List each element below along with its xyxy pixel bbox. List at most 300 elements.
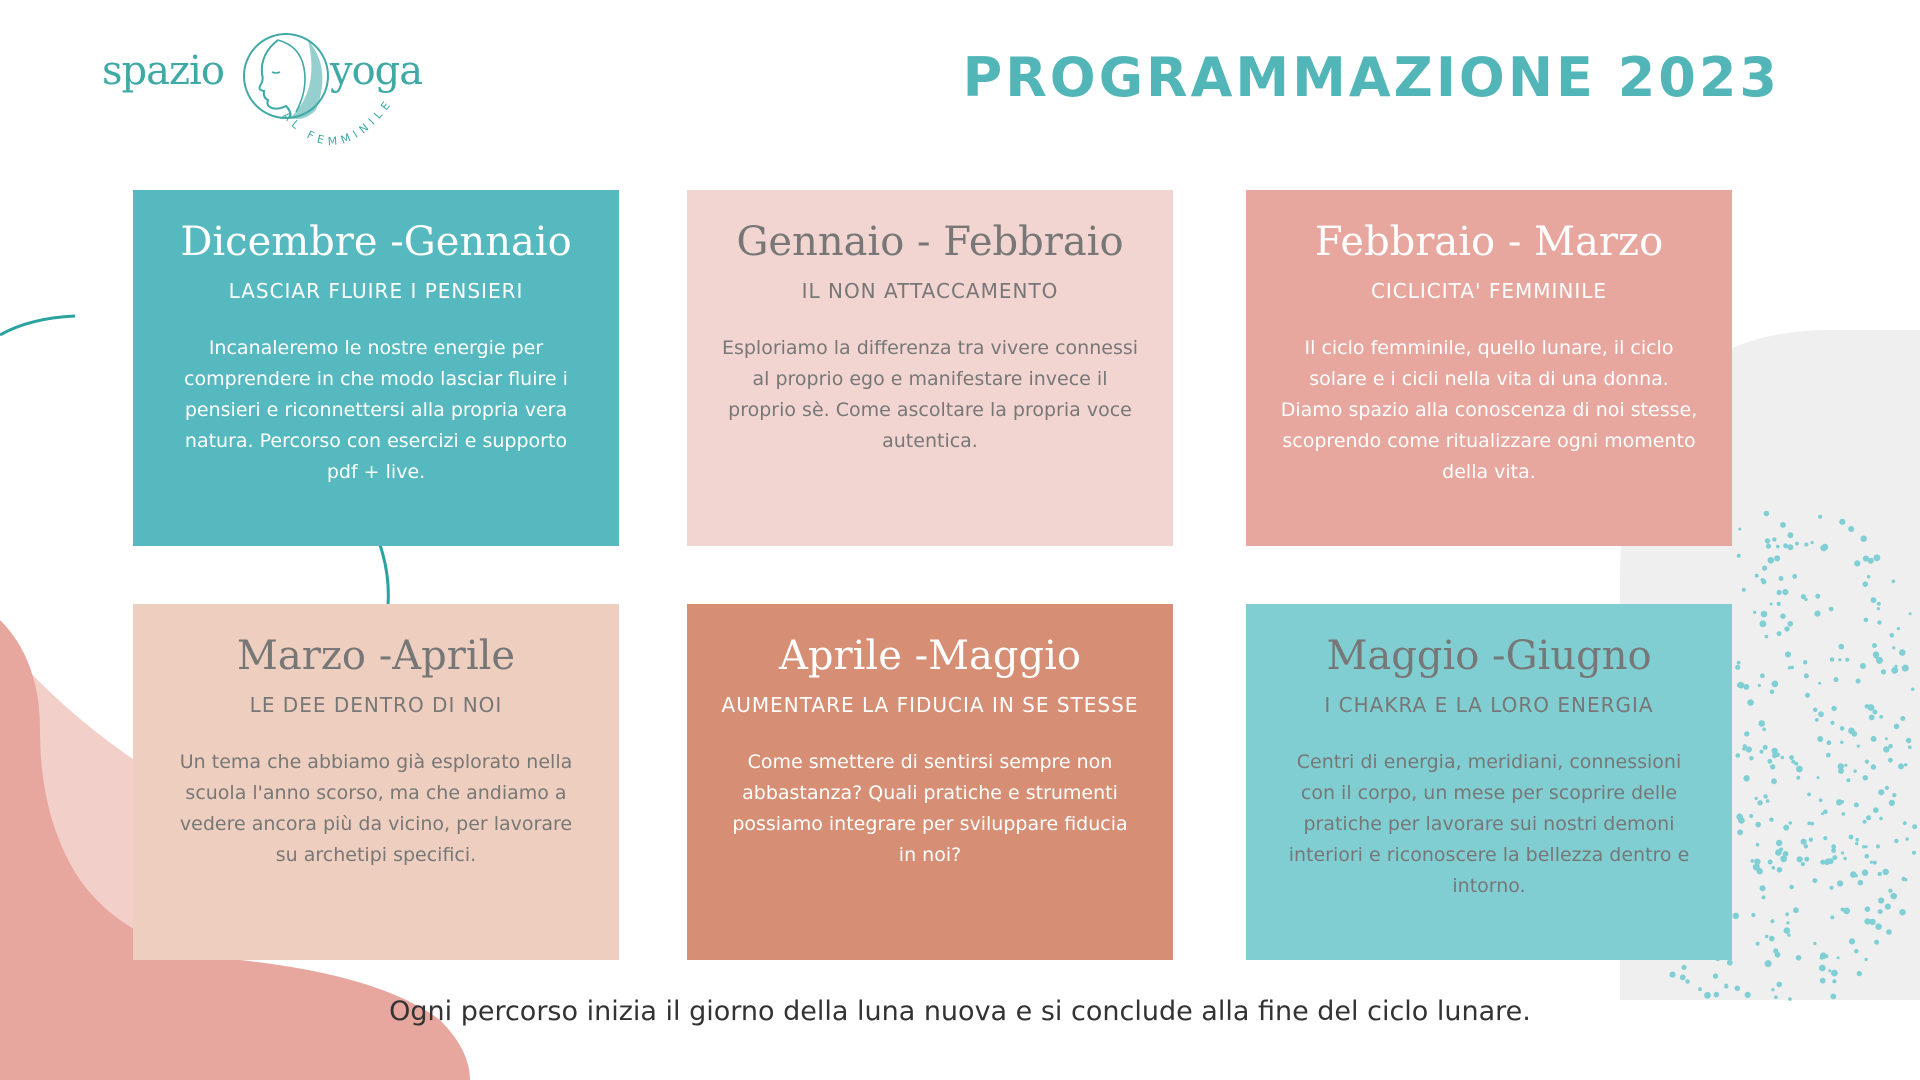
- dot: [1870, 861, 1873, 864]
- dot: [1869, 715, 1875, 721]
- dot: [1775, 753, 1780, 758]
- dot: [1899, 909, 1905, 915]
- dot: [1874, 554, 1881, 561]
- dot: [1766, 544, 1771, 549]
- dot: [1742, 747, 1746, 751]
- card-topic: AUMENTARE LA FIDUCIA IN SE STESSE: [721, 693, 1139, 717]
- dot: [1789, 755, 1794, 760]
- program-card-4: [133, 604, 619, 960]
- dot: [1878, 789, 1884, 795]
- dot: [1845, 658, 1849, 662]
- dot: [1751, 913, 1755, 917]
- dot: [1772, 681, 1779, 688]
- dot: [1906, 837, 1909, 840]
- brand-logo: [100, 28, 430, 158]
- dot: [1889, 800, 1895, 806]
- dot: [1888, 889, 1892, 893]
- dot: [1763, 794, 1767, 798]
- card-topic: LASCIAR FLUIRE I PENSIERI: [228, 279, 524, 303]
- dot: [1744, 731, 1749, 736]
- dot: [1899, 649, 1906, 656]
- teal-curve-line: [0, 316, 75, 335]
- dot: [1856, 679, 1861, 684]
- dot: [1857, 745, 1860, 748]
- dot: [1892, 646, 1895, 649]
- card-month: Aprile -Maggio: [779, 633, 1081, 679]
- dot: [1828, 969, 1831, 972]
- dot: [1831, 848, 1836, 853]
- dot: [1743, 684, 1749, 690]
- dot: [1863, 775, 1868, 780]
- dot: [1774, 555, 1780, 561]
- dot: [1785, 912, 1789, 916]
- dot: [1826, 858, 1831, 863]
- dot: [1777, 590, 1782, 595]
- dot: [1850, 871, 1857, 878]
- dot: [1831, 970, 1838, 977]
- dot: [1871, 736, 1877, 742]
- dot: [1795, 542, 1799, 546]
- dot: [1747, 699, 1754, 706]
- card-month: Maggio -Giugno: [1326, 633, 1652, 679]
- dot: [1864, 918, 1870, 924]
- dot: [1832, 855, 1837, 860]
- dot: [1854, 949, 1858, 953]
- dot: [1801, 862, 1805, 866]
- dot: [1875, 923, 1882, 930]
- dot: [1890, 893, 1897, 900]
- dot: [1754, 859, 1760, 865]
- dot: [1873, 710, 1878, 715]
- card-description: Centri di energia, meridiani, connessioni con il corpo, un mese per scoprire delle pratiche per lavorare sui nostri demoni interiori e riconoscere la bellezza dentro e intorno.: [1288, 751, 1690, 897]
- dot: [1830, 915, 1834, 919]
- dot: [1776, 840, 1782, 846]
- dot: [1743, 775, 1749, 781]
- dot: [1819, 798, 1823, 802]
- dot: [1843, 908, 1850, 915]
- logo-tagline: [210, 28, 450, 158]
- dot: [1757, 800, 1762, 805]
- dot: [1904, 763, 1907, 766]
- dot: [1892, 793, 1896, 797]
- dot: [1779, 576, 1784, 581]
- dot: [1874, 940, 1879, 945]
- dot: [1838, 763, 1844, 769]
- card-description: Il ciclo femminile, quello lunare, il ciclo solare e i cicli nella vita di una donna. Diamo spazio alla conoscenza di noi stesse, scoprendo come ritualizzare ogni momento della vita.: [1280, 337, 1698, 483]
- dot: [1768, 557, 1775, 564]
- dot: [1669, 972, 1675, 978]
- dot: [1849, 938, 1855, 944]
- dot: [1758, 720, 1765, 727]
- dot: [1865, 906, 1871, 912]
- dot: [1794, 762, 1798, 766]
- dot: [1839, 644, 1845, 650]
- dot: [1758, 684, 1761, 687]
- card-topic: I CHAKRA E LA LORO ENERGIA: [1324, 693, 1654, 717]
- dot: [1760, 620, 1767, 627]
- dot: [1797, 856, 1803, 862]
- dot: [1829, 607, 1834, 612]
- dot: [1803, 660, 1807, 664]
- dot: [1791, 666, 1795, 670]
- dot: [1865, 845, 1868, 848]
- dot: [1855, 842, 1858, 845]
- dot: [1801, 594, 1806, 599]
- dot: [1906, 738, 1911, 743]
- dot: [1873, 807, 1879, 813]
- card-description: Come smettere di sentirsi sempre non abbastanza? Quali pratiche e strumenti possiamo integrare per sviluppare fiducia in noi?: [732, 751, 1128, 866]
- dot: [1873, 861, 1877, 865]
- dot: [1890, 633, 1895, 638]
- dot: [1877, 602, 1881, 606]
- dot: [1818, 682, 1821, 685]
- program-card-5: [687, 604, 1173, 960]
- dot: [1755, 822, 1761, 828]
- dot: [1775, 849, 1782, 856]
- dot: [1841, 908, 1845, 912]
- dot: [1888, 744, 1893, 749]
- dot: [1768, 860, 1773, 865]
- dot: [1878, 897, 1884, 903]
- teal-vertical-line: [380, 545, 388, 605]
- dot: [1771, 778, 1777, 784]
- dot: [1863, 820, 1867, 824]
- dot: [1807, 821, 1811, 825]
- dot: [1837, 880, 1843, 886]
- dot: [1827, 740, 1832, 745]
- dot: [1770, 919, 1774, 923]
- dot: [1830, 721, 1834, 725]
- dot: [1792, 574, 1797, 579]
- dot: [1811, 541, 1814, 544]
- dot: [1823, 836, 1827, 840]
- dot: [1766, 799, 1770, 803]
- dot: [1737, 829, 1743, 835]
- dot: [1757, 868, 1763, 874]
- dot: [1879, 715, 1883, 719]
- dot: [1765, 635, 1769, 639]
- dot: [1760, 885, 1766, 891]
- dot: [1782, 589, 1788, 595]
- dot: [1787, 544, 1793, 550]
- dot: [1830, 886, 1834, 890]
- logo-word-yoga: yoga: [330, 48, 423, 94]
- dot: [1682, 965, 1687, 970]
- program-card-6: [1246, 604, 1732, 960]
- dot: [1765, 960, 1772, 967]
- dot: [1849, 835, 1854, 840]
- dot: [1737, 682, 1744, 689]
- dot: [1885, 737, 1888, 740]
- dot: [1885, 904, 1891, 910]
- card-month: Febbraio - Marzo: [1314, 219, 1664, 265]
- dot: [1736, 753, 1741, 758]
- dot: [1861, 536, 1867, 542]
- dot: [1680, 974, 1686, 980]
- dot: [1807, 793, 1811, 797]
- dot: [1842, 812, 1846, 816]
- dot: [1789, 821, 1793, 825]
- dot: [1888, 758, 1893, 763]
- dot: [1902, 877, 1906, 881]
- dot: [1838, 658, 1841, 661]
- program-card-3: [1246, 190, 1732, 546]
- dot: [1724, 984, 1728, 988]
- dot: [1877, 607, 1880, 610]
- dot: [1781, 756, 1784, 759]
- dot: [1762, 728, 1766, 732]
- dot: [1813, 942, 1816, 945]
- dot: [1892, 580, 1896, 584]
- dot: [1780, 522, 1786, 528]
- dot: [1756, 942, 1760, 946]
- card-description: Un tema che abbiamo già esplorato nella scuola l'anno scorso, ma che andiamo a vedere ancora più da vicino, per lavorare su archetipi specifici.: [179, 751, 573, 866]
- card-topic: CICLICITA' FEMMINILE: [1370, 279, 1608, 303]
- dot: [1871, 597, 1877, 603]
- dot: [1767, 759, 1772, 764]
- dot: [1777, 602, 1781, 606]
- dot: [1786, 921, 1789, 924]
- card-month: Marzo -Aprile: [236, 633, 516, 679]
- footer-note: Ogni percorso inizia il giorno della luna nuova e si conclude alla fine del ciclo lunare.: [389, 996, 1531, 1027]
- dot: [1771, 988, 1774, 991]
- dot: [1727, 960, 1732, 965]
- dot: [1860, 663, 1866, 669]
- dot: [1801, 839, 1807, 845]
- dot: [1769, 818, 1773, 822]
- dot: [1761, 611, 1768, 618]
- dot: [1867, 575, 1870, 578]
- program-card-1: [133, 190, 619, 546]
- dot: [1780, 614, 1785, 619]
- dot: [1769, 936, 1775, 942]
- dot: [1834, 677, 1839, 682]
- dot: [1854, 560, 1860, 566]
- dot: [1737, 661, 1741, 665]
- dot: [1764, 511, 1770, 517]
- dot: [1749, 756, 1753, 760]
- dot: [1765, 935, 1769, 939]
- dot: [1685, 979, 1690, 984]
- dot: [1844, 764, 1847, 767]
- dot: [1760, 673, 1765, 678]
- dot: [1832, 979, 1836, 983]
- dot: [1841, 800, 1845, 804]
- dot: [1737, 554, 1741, 558]
- dot: [1879, 817, 1883, 821]
- dot: [1864, 958, 1867, 961]
- dot: [1776, 545, 1780, 549]
- dot: [1865, 704, 1870, 709]
- dot: [1872, 643, 1877, 648]
- dot: [1821, 812, 1824, 815]
- dot: [1796, 776, 1800, 780]
- dot: [1903, 821, 1907, 825]
- dot: [1765, 538, 1770, 543]
- dot: [1868, 558, 1874, 564]
- card-topic: LE DEE DENTRO DI NOI: [249, 693, 503, 717]
- svg-text:AL FEMMINILE: [280, 95, 396, 148]
- dot: [1912, 824, 1917, 829]
- card-month: Gennaio - Febbraio: [736, 219, 1124, 265]
- dot: [1876, 844, 1880, 848]
- dot: [1804, 844, 1808, 848]
- card-month: Dicembre -Gennaio: [180, 219, 572, 265]
- dot: [1826, 753, 1831, 758]
- dot: [1784, 927, 1791, 934]
- dot: [1885, 786, 1889, 790]
- dot: [1881, 669, 1886, 674]
- dot: [1735, 986, 1741, 992]
- dot: [1772, 537, 1776, 541]
- dot: [1912, 851, 1916, 855]
- dot: [1788, 532, 1794, 538]
- dot: [1783, 825, 1789, 831]
- dot: [1770, 690, 1775, 695]
- dot: [1793, 907, 1799, 913]
- dot: [1760, 750, 1764, 754]
- page-title: PROGRAMMAZIONE 2023: [962, 46, 1780, 109]
- dot: [1753, 611, 1756, 614]
- dot: [1787, 933, 1790, 936]
- dot: [1698, 987, 1702, 991]
- dot: [1770, 603, 1773, 606]
- card-topic: IL NON ATTACCAMENTO: [801, 279, 1059, 303]
- dot: [1820, 956, 1824, 960]
- dot: [1840, 726, 1845, 731]
- dot: [1831, 706, 1836, 711]
- dot: [1857, 971, 1862, 976]
- dot: [1818, 515, 1822, 519]
- dot: [1751, 859, 1755, 863]
- logo-word-spazio: spazio: [102, 48, 224, 94]
- dot: [1908, 745, 1912, 749]
- dot: [1909, 612, 1912, 615]
- program-card-2: [687, 190, 1173, 546]
- dot: [1777, 631, 1782, 636]
- dot: [1749, 814, 1753, 818]
- dot: [1814, 611, 1820, 617]
- dot: [1911, 688, 1914, 691]
- dot: [1742, 588, 1746, 592]
- dot: [1862, 869, 1869, 876]
- dot: [1894, 724, 1900, 730]
- dot: [1738, 528, 1741, 531]
- dot: [1894, 839, 1898, 843]
- dot: [1820, 978, 1826, 984]
- dot: [1804, 542, 1808, 546]
- dot: [1818, 711, 1824, 717]
- dot: [1855, 838, 1859, 842]
- dot: [1813, 708, 1818, 713]
- dot: [1788, 621, 1794, 627]
- dot: [1852, 731, 1858, 737]
- dot: [1785, 651, 1791, 657]
- dot: [1878, 872, 1882, 876]
- dot: [1789, 885, 1794, 890]
- card-description: Incanaleremo le nostre energie per comprendere in che modo lasciar fluire i pensieri e riconnettersi alla propria vera natura. Percorso con esercizi e supporto pdf + live.: [184, 337, 568, 483]
- logo-tagline-text: AL FEMMINILE: [279, 95, 396, 149]
- dot: [1733, 913, 1740, 920]
- dot: [1848, 526, 1854, 532]
- dot: [1865, 854, 1870, 859]
- dot: [1755, 797, 1758, 800]
- dot: [1837, 956, 1840, 959]
- dot: [1902, 665, 1909, 672]
- dot: [1866, 815, 1871, 820]
- dot: [1815, 718, 1819, 722]
- dot: [1772, 866, 1776, 870]
- dot: [1735, 665, 1740, 670]
- dot: [1854, 802, 1859, 807]
- dot: [1805, 693, 1810, 698]
- dot: [1746, 746, 1752, 752]
- dot: [1883, 869, 1889, 875]
- dot: [1820, 545, 1827, 552]
- dot: [1897, 627, 1900, 630]
- dot: [1830, 657, 1835, 662]
- dot: [1886, 929, 1892, 935]
- dot: [1796, 766, 1803, 773]
- dot: [1863, 581, 1869, 587]
- dot: [1817, 736, 1823, 742]
- dot: [1853, 769, 1856, 772]
- dot: [1775, 952, 1781, 958]
- dot: [1763, 745, 1768, 750]
- dot: [1809, 838, 1813, 842]
- dot: [1736, 814, 1743, 821]
- dot: [1843, 857, 1846, 860]
- dot: [1864, 618, 1869, 623]
- dot: [1713, 973, 1718, 978]
- dot: [1839, 519, 1845, 525]
- dot: [1784, 626, 1789, 631]
- dot: [1755, 574, 1759, 578]
- dot: [1804, 673, 1809, 678]
- dot: [1780, 855, 1787, 862]
- dot: [1894, 665, 1897, 668]
- dot: [1891, 667, 1898, 674]
- dot: [1820, 860, 1825, 865]
- dot: [1898, 763, 1904, 769]
- dot: [1873, 651, 1879, 657]
- dot: [1777, 867, 1783, 873]
- card-description: Esploriamo la differenza tra vivere connessi al proprio ego e manifestare invece il proprio sè. Come ascoltare la propria voce autentica.: [721, 337, 1139, 452]
- dot: [1840, 741, 1843, 744]
- dot: [1770, 764, 1775, 769]
- dot: [1812, 878, 1817, 883]
- dot: [1762, 566, 1767, 571]
- dot: [1900, 716, 1905, 721]
- dot: [1878, 909, 1883, 914]
- dot: [1846, 778, 1850, 782]
- dot: [1871, 764, 1876, 769]
- dot: [1796, 955, 1802, 961]
- dot: [1877, 620, 1881, 624]
- dot: [1756, 843, 1760, 847]
- dot: [1841, 851, 1844, 854]
- dot: [1804, 857, 1809, 862]
- dot: [1858, 880, 1864, 886]
- dot: [1817, 776, 1820, 779]
- dot: [1762, 895, 1766, 899]
- dot: [1815, 594, 1820, 599]
- dot: [1761, 578, 1765, 582]
- dot: [1783, 543, 1788, 548]
- dot: [1776, 982, 1782, 988]
- dot: [1819, 965, 1826, 972]
- dot: [1865, 760, 1869, 764]
